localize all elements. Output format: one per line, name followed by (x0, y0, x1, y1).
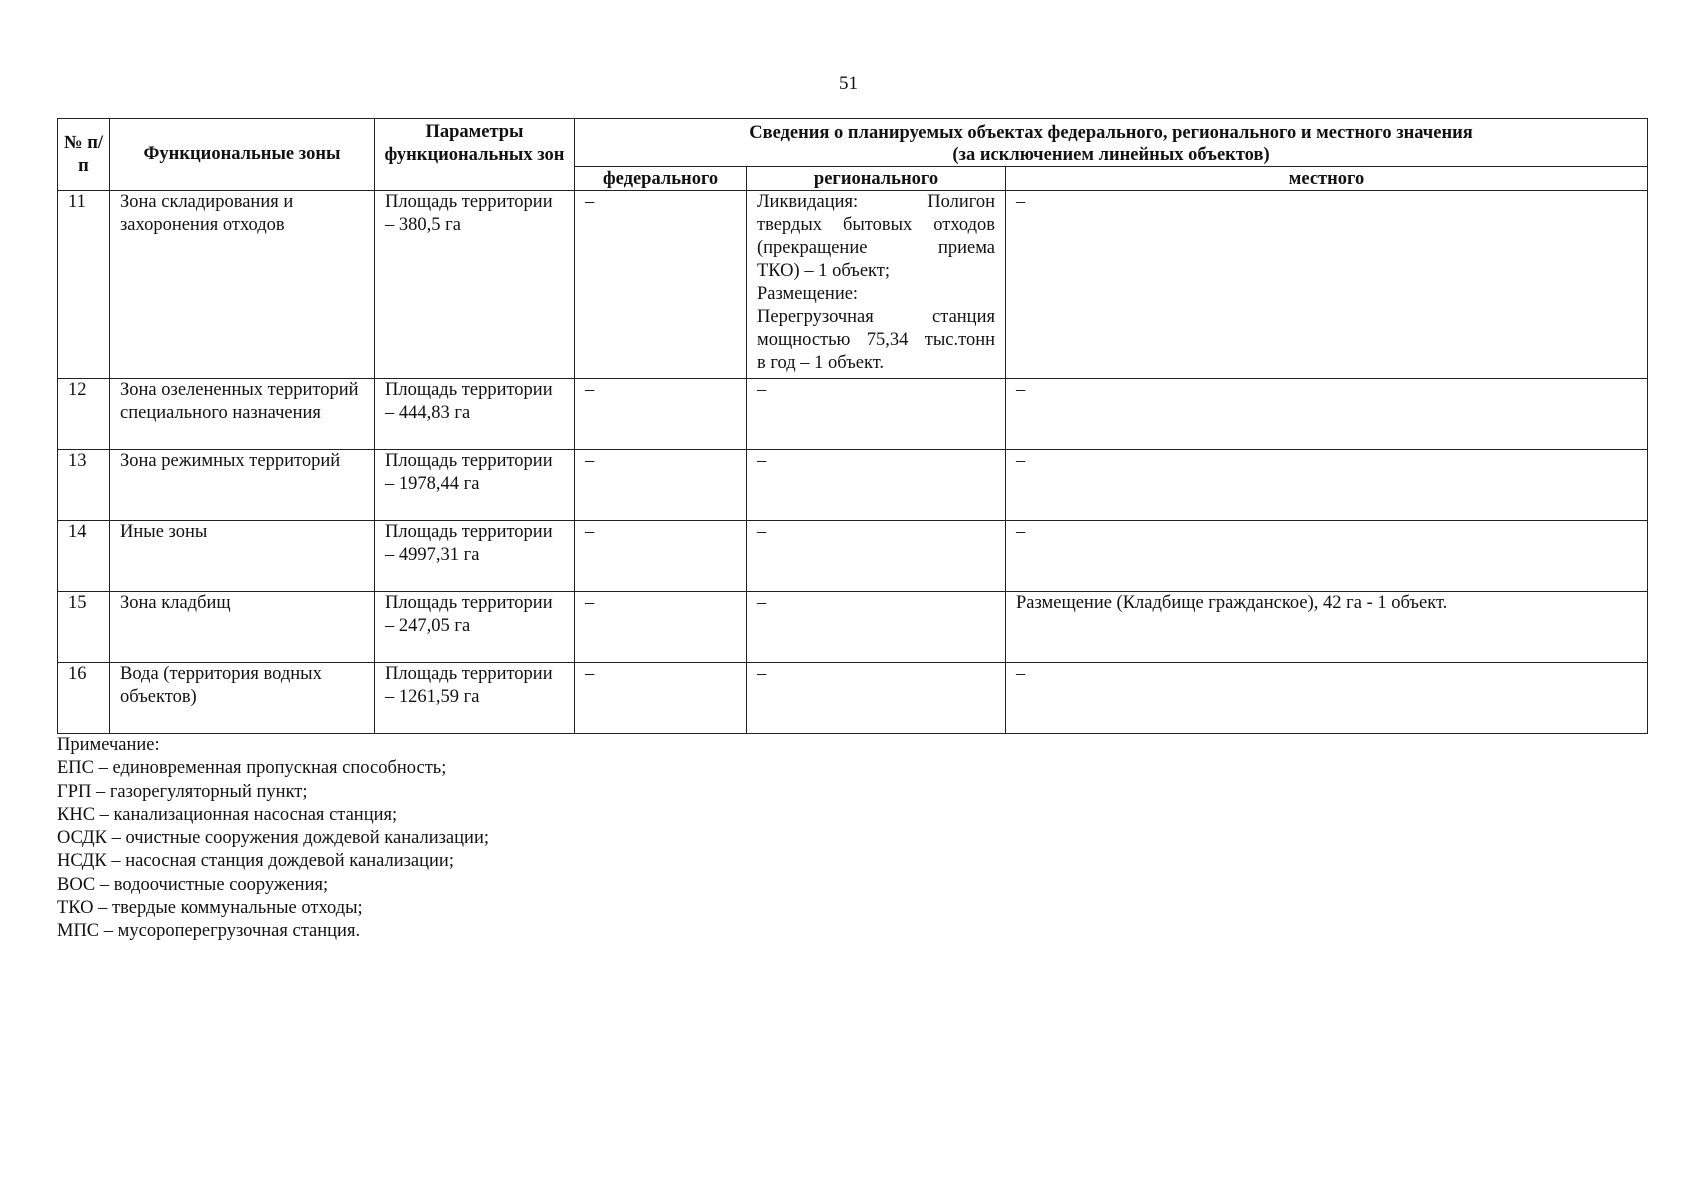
row-federal: – (575, 663, 747, 734)
row-federal: – (575, 521, 747, 592)
row-zone: Зона озелененных территорий специального назначения (110, 379, 375, 450)
page-number: 51 (839, 73, 858, 94)
header-num: № п/п (58, 119, 110, 191)
row-federal: – (575, 450, 747, 521)
regional-line: ТКО) – 1 объект; (757, 261, 891, 281)
row-regional: – (747, 592, 1006, 663)
row-regional (747, 191, 1006, 379)
row-params: Площадь территории – 247,05 га (375, 592, 575, 663)
header-regional: регионального (747, 167, 1006, 191)
row-local: Размещение (Кладбище гражданское), 42 га - 1 объект. (1006, 592, 1648, 663)
row-local: – (1006, 450, 1648, 521)
row-local: – (1006, 191, 1648, 379)
note-item: ОСДК – очистные сооружения дождевой канализации; (57, 828, 489, 849)
planned-objects-table (57, 118, 1648, 734)
row-params: Площадь территории – 444,83 га (375, 379, 575, 450)
row-num: 13 (58, 450, 110, 521)
note-item: НСДК – насосная станция дождевой канализации; (57, 851, 454, 872)
table-row (58, 191, 1648, 379)
note-item: ВОС – водоочистные сооружения; (57, 874, 329, 895)
table-row (58, 450, 1648, 521)
table-header-row (58, 119, 1648, 167)
notes-title: Примечание: (57, 735, 160, 755)
row-federal: – (575, 379, 747, 450)
header-group-subtitle: (за исключением линейных объектов) (952, 144, 1270, 165)
row-zone: Вода (территория водных объектов) (110, 663, 375, 734)
table-row (58, 663, 1648, 734)
row-regional: – (747, 663, 1006, 734)
row-num: 14 (58, 521, 110, 592)
regional-line: Ликвидация: Полигон (757, 192, 995, 212)
row-zone: Зона кладбищ (110, 592, 375, 663)
header-local: местного (1006, 167, 1648, 191)
row-regional: – (747, 450, 1006, 521)
row-params: Площадь территории – 1261,59 га (375, 663, 575, 734)
regional-line: Размещение: (757, 284, 859, 304)
regional-line: Перегрузочная станция (757, 307, 995, 327)
row-num: 12 (58, 379, 110, 450)
table-row (58, 521, 1648, 592)
row-num: 11 (58, 191, 110, 379)
table-row (58, 592, 1648, 663)
regional-line: в год – 1 объект. (757, 353, 885, 373)
table-row (58, 379, 1648, 450)
row-num: 15 (58, 592, 110, 663)
note-item: ЕПС – единовременная пропускная способность; (57, 758, 447, 779)
row-regional: – (747, 379, 1006, 450)
row-local: – (1006, 521, 1648, 592)
header-group (575, 119, 1648, 167)
row-num: 16 (58, 663, 110, 734)
row-local: – (1006, 379, 1648, 450)
row-zone: Иные зоны (110, 521, 375, 592)
note-item: КНС – канализационная насосная станция; (57, 804, 398, 825)
row-zone: Зона складирования и захоронения отходов (110, 191, 375, 379)
row-regional: – (747, 521, 1006, 592)
note-item: ГРП – газорегуляторный пункт; (57, 781, 308, 802)
header-params: Параметры функциональных зон (375, 119, 575, 191)
regional-line: мощностью 75,34 тыс.тонн (757, 330, 995, 350)
note-item: МПС – мусороперегрузочная станция. (57, 921, 361, 942)
row-params: Площадь территории – 1978,44 га (375, 450, 575, 521)
notes-section (57, 734, 489, 944)
row-federal: – (575, 592, 747, 663)
row-local: – (1006, 663, 1648, 734)
header-zones: Функциональные зоны (110, 119, 375, 191)
regional-line: (прекращение приема (757, 238, 995, 258)
header-federal: федерального (575, 167, 747, 191)
regional-line: твердых бытовых отходов (757, 215, 995, 235)
row-federal: – (575, 191, 747, 379)
note-item: ТКО – твердые коммунальные отходы; (57, 898, 363, 919)
row-params: Площадь территории – 4997,31 га (375, 521, 575, 592)
row-params: Площадь территории – 380,5 га (375, 191, 575, 379)
row-zone: Зона режимных территорий (110, 450, 375, 521)
header-group-title: Сведения о планируемых объектах федерального, регионального и местного значения (749, 122, 1473, 143)
